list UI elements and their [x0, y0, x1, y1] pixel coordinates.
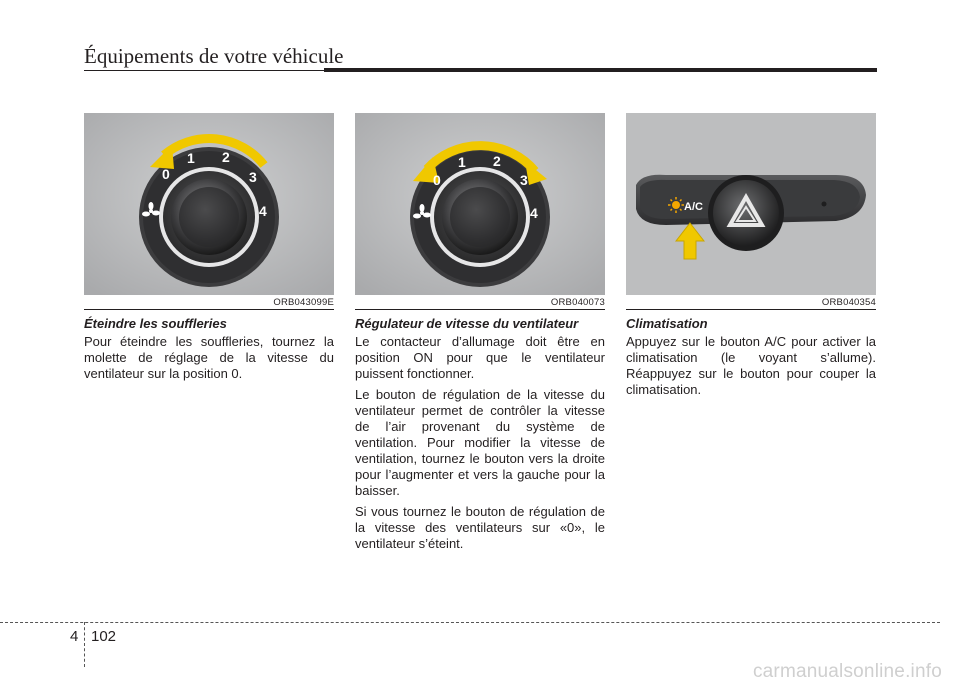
dial-number-3: 3	[249, 169, 257, 185]
dial-number-0: 0	[162, 166, 170, 182]
section-paragraph: Appuyez sur le bouton A/C pour activer la climatisation (le voyant s’allume). Réappuyez sur le bouton pour couper la climatisation.	[626, 334, 876, 397]
fan-dial-speed-illustration	[355, 113, 605, 295]
section-paragraph: Le bouton de régulation de la vitesse du ventilateur permet de contrôler la vitesse de l’air provenant du système de ventilation. Pour modifier la vitesse de ventilation, tournez le bouton vers la droite pour l’augmenter et vers la gauche pour la baisser.	[355, 387, 605, 498]
dial-number-4: 4	[259, 203, 267, 219]
figure-code: ORB043099E	[273, 297, 334, 308]
figure-code: ORB040354	[821, 297, 876, 308]
dial-number-0: 0	[433, 172, 441, 188]
ac-button-label: A/C	[684, 201, 703, 213]
dial-number-3: 3	[520, 172, 528, 188]
section-paragraph: Le contacteur d’allumage doit être en position ON pour que le ventilateur puissent fonctionner.	[355, 334, 605, 381]
figure-fan-dial-off	[84, 113, 334, 309]
dial-number-2: 2	[493, 153, 501, 169]
section-paragraph: Pour éteindre les souffleries, tournez la molette de réglage de la vitesse du ventilateur sur la position 0.	[84, 334, 334, 381]
chapter-number: 4	[70, 628, 79, 645]
footer-rule	[0, 622, 940, 623]
figure-code: ORB040073	[550, 297, 605, 308]
dial-number-2: 2	[222, 149, 230, 165]
ac-panel-illustration	[626, 113, 876, 295]
footer-vertical-rule	[84, 622, 85, 667]
dial-number-1: 1	[187, 150, 195, 166]
section-air-conditioning	[626, 316, 876, 403]
page-number: 102	[91, 628, 117, 645]
section-heading: Éteindre les souffleries	[84, 316, 227, 331]
section-heading: Régulateur de vitesse du ventilateur	[355, 316, 579, 331]
figure-fan-dial-speed	[355, 113, 605, 309]
dial-number-1: 1	[458, 154, 466, 170]
section-turn-off-blowers	[84, 316, 334, 387]
section-fan-speed-control	[355, 316, 605, 557]
watermark: carmanualsonline.info	[752, 661, 942, 682]
section-paragraph: Si vous tournez le bouton de régulation de la vitesse des ventilateurs sur «0», le ventilateur s’éteint.	[355, 504, 605, 551]
figure-ac-button	[626, 113, 876, 309]
dial-number-4: 4	[530, 205, 538, 221]
page-header-title: Équipements de votre véhicule	[84, 44, 344, 68]
section-heading: Climatisation	[626, 316, 708, 331]
header-rule	[84, 68, 877, 74]
fan-dial-illustration	[84, 113, 334, 295]
